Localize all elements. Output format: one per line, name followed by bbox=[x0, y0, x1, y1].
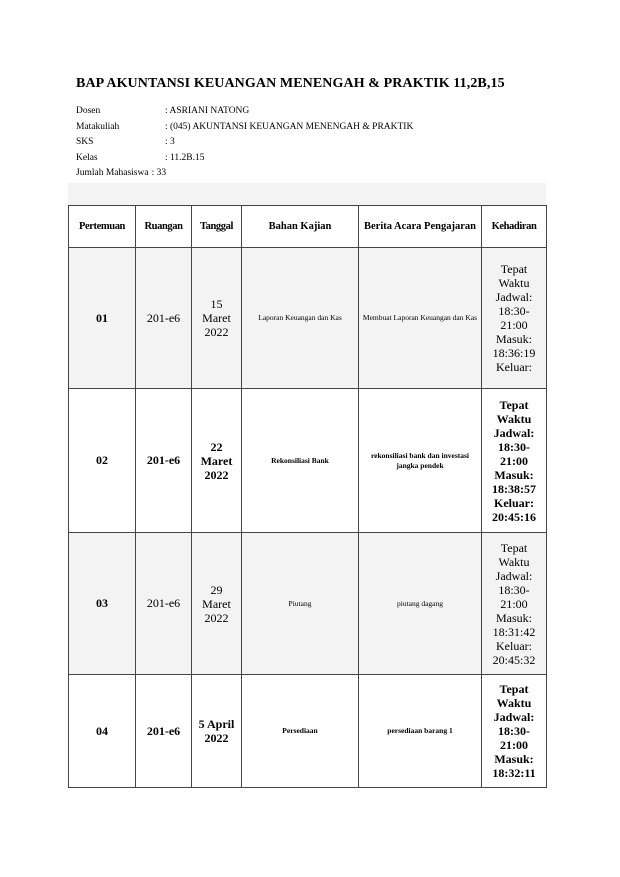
kelas-label: Kelas bbox=[76, 152, 98, 163]
tanggal-line: 15 bbox=[210, 297, 223, 311]
table-header-row bbox=[69, 206, 547, 248]
pertemuan-cell: 01 bbox=[69, 248, 136, 389]
kehadiran-line: 18:30- bbox=[498, 439, 530, 454]
kehadiran-line: 21:00 bbox=[500, 318, 528, 332]
header-berita-acara: Berita Acara Pengajaran bbox=[359, 206, 482, 248]
jumlah-label: Jumlah Mahasiswa bbox=[76, 168, 149, 179]
kehadiran-line: Masuk: bbox=[496, 332, 532, 346]
kehadiran-line: Tepat bbox=[500, 262, 528, 276]
table-row bbox=[69, 533, 547, 675]
kehadiran-line: Tepat bbox=[499, 682, 529, 696]
header-kehadiran: Kehadiran bbox=[482, 206, 547, 248]
kehadiran-line: Waktu bbox=[498, 554, 530, 569]
tanggal-cell bbox=[192, 389, 242, 533]
kehadiran-line: 18:38:57 bbox=[492, 481, 536, 496]
header-shade-band bbox=[68, 183, 546, 205]
dosen-label: Dosen bbox=[76, 106, 101, 116]
kehadiran-line: Waktu bbox=[498, 276, 530, 290]
jumlah-value: : 33 bbox=[151, 168, 167, 179]
kehadiran-line: 21:00 bbox=[500, 453, 528, 468]
berita-acara-cell: Membuat Laporan Keuangan dan Kas bbox=[359, 248, 482, 389]
kehadiran-line: Keluar: bbox=[496, 638, 532, 653]
kehadiran-line: 21:00 bbox=[500, 738, 528, 752]
header-bahan-kajian: Bahan Kajian bbox=[242, 206, 359, 248]
berita-acara-cell: rekonsiliasi bank dan investasi jangka pendek bbox=[359, 389, 482, 533]
header-pertemuan: Pertemuan bbox=[69, 206, 136, 248]
tanggal-line: 22 bbox=[210, 439, 223, 454]
kehadiran-line: Keluar: bbox=[494, 495, 534, 510]
kehadiran-line: Jadwal: bbox=[493, 710, 535, 724]
ruangan-cell: 201-e6 bbox=[136, 389, 192, 533]
ruangan-cell: 201-e6 bbox=[136, 533, 192, 675]
kehadiran-line: Waktu bbox=[496, 696, 532, 710]
kelas-row bbox=[76, 151, 413, 167]
kehadiran-line: 18:31:42 bbox=[492, 624, 536, 639]
pertemuan-cell: 03 bbox=[69, 533, 136, 675]
kehadiran-line: 20:45:16 bbox=[492, 509, 536, 524]
kehadiran-line: 18:32:11 bbox=[492, 766, 536, 780]
tanggal-line: 2022 bbox=[204, 325, 229, 339]
berita-acara-cell: persediaan barang 1 bbox=[359, 675, 482, 788]
kehadiran-line: 21:00 bbox=[500, 596, 528, 611]
matakuliah-value: : (045) AKUNTANSI KEUANGAN MENENGAH & PRAKTIK bbox=[165, 121, 414, 132]
kelas-value: : 11.2B.15 bbox=[165, 152, 205, 163]
tanggal-cell bbox=[192, 675, 242, 788]
kehadiran-line: Masuk: bbox=[494, 467, 534, 482]
tanggal-line: 5 April bbox=[198, 717, 235, 731]
ruangan-cell: 201-e6 bbox=[136, 675, 192, 788]
pertemuan-cell: 02 bbox=[69, 389, 136, 533]
tanggal-line: 2022 bbox=[204, 467, 229, 482]
bahan-kajian-cell: Laporan Keuangan dan Kas bbox=[242, 248, 359, 389]
pertemuan-cell: 04 bbox=[69, 675, 136, 788]
kehadiran-line: 18:30- bbox=[498, 582, 530, 597]
bap-table bbox=[68, 205, 547, 788]
kehadiran-cell bbox=[482, 675, 547, 788]
kehadiran-line: Masuk: bbox=[496, 610, 532, 625]
kehadiran-line: Jadwal: bbox=[495, 290, 533, 304]
bahan-kajian-cell: Piutang bbox=[242, 533, 359, 675]
course-info bbox=[76, 104, 413, 182]
berita-acara-cell: piutang dagang bbox=[359, 533, 482, 675]
tanggal-cell bbox=[192, 533, 242, 675]
kehadiran-line: Keluar: bbox=[496, 360, 532, 374]
kehadiran-line: Masuk: bbox=[494, 752, 534, 766]
tanggal-line: Maret bbox=[202, 311, 231, 325]
kehadiran-cell bbox=[482, 533, 547, 675]
matakuliah-label: Matakuliah bbox=[76, 121, 120, 132]
kehadiran-line: Tepat bbox=[500, 540, 528, 555]
tanggal-line: Maret bbox=[200, 453, 233, 468]
dosen-row bbox=[76, 104, 413, 120]
kehadiran-line: 20:45:32 bbox=[492, 652, 536, 667]
document-title: BAP AKUNTANSI KEUANGAN MENENGAH & PRAKTIK 11,2B,15 bbox=[76, 76, 505, 91]
bahan-kajian-cell: Persediaan bbox=[242, 675, 359, 788]
matakuliah-row bbox=[76, 120, 413, 136]
kehadiran-line: Waktu bbox=[496, 411, 532, 426]
header-ruangan: Ruangan bbox=[136, 206, 192, 248]
tanggal-cell bbox=[192, 248, 242, 389]
header-tanggal: Tanggal bbox=[192, 206, 242, 248]
kehadiran-cell bbox=[482, 389, 547, 533]
sks-label: SKS bbox=[76, 137, 94, 148]
kehadiran-line: 18:30- bbox=[498, 304, 530, 318]
tanggal-line: 2022 bbox=[204, 731, 229, 745]
tanggal-line: 29 bbox=[210, 582, 223, 597]
kehadiran-line: Jadwal: bbox=[495, 568, 533, 583]
tanggal-line: 2022 bbox=[204, 610, 229, 625]
kehadiran-line: Jadwal: bbox=[493, 425, 535, 440]
ruangan-cell: 201-e6 bbox=[136, 248, 192, 389]
kehadiran-line: 18:36:19 bbox=[492, 346, 536, 360]
table-row bbox=[69, 389, 547, 533]
bahan-kajian-cell: Rekonsiliasi Bank bbox=[242, 389, 359, 533]
sks-value: : 3 bbox=[165, 137, 175, 148]
tanggal-line: Maret bbox=[202, 596, 231, 611]
table-row bbox=[69, 675, 547, 788]
kehadiran-line: Tepat bbox=[499, 397, 529, 412]
kehadiran-cell bbox=[482, 248, 547, 389]
dosen-value: : ASRIANI NATONG bbox=[165, 106, 250, 116]
jumlah-row bbox=[76, 166, 413, 182]
kehadiran-line: 18:30- bbox=[498, 724, 530, 738]
sks-row bbox=[76, 135, 413, 151]
table-row bbox=[69, 248, 547, 389]
